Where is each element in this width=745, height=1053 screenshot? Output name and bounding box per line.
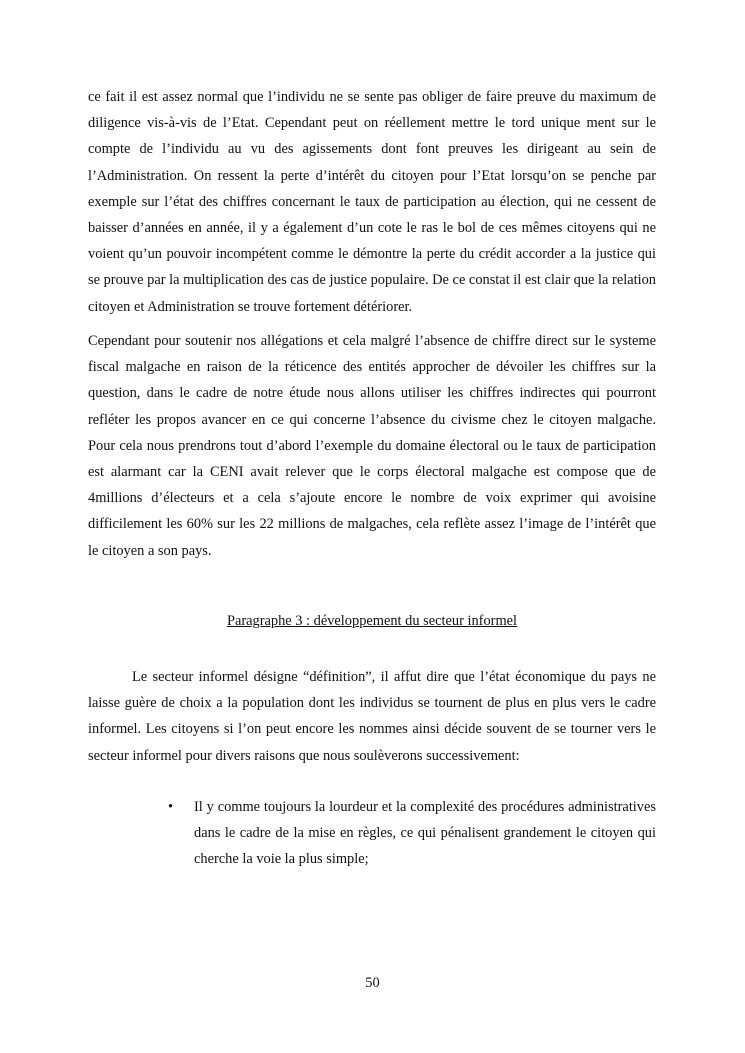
bullet-icon: • (168, 799, 174, 815)
section-heading: Paragraphe 3 : développement du secteur informel (226, 613, 518, 629)
body-paragraph-1: ce fait il est assez normal que l’individu ne se sente pas obliger de faire preuve du maximum de diligence vis-à-vis de l’Etat. Cependant peut on réellement mettre le tord unique ment sur le compte de l’individu au vu des agissements dont font preuves les dirigeant au sein de l’Administration. On ressent la perte d’intérêt du citoyen pour l’Etat lorsqu’on se penche par exemple sur l’état des chiffres concernant le taux de participation au élection, qui ne cessent de baisser d’années en année, il y a également d’un cote le ras le bol de ces mêmes citoyens qui ne voient qu’un pouvoir incompétent comme le démontre la perte du crédit accorder a la justice qui se prouve par la multiplication des cas de justice populaire. De ce constat il est clair que la relation citoyen et Administration se trouve fortement détériorer. (88, 89, 656, 315)
page-number: 50 (365, 975, 380, 991)
bullet-list-item (168, 794, 656, 873)
section-heading-container (88, 608, 656, 634)
bullet-text: Il y comme toujours la lourdeur et la complexité des procédures administratives dans le cadre de la mise en règles, ce qui pénalisent grandement le citoyen qui cherche la voie la plus simple; (194, 799, 656, 868)
body-paragraph-2: Cependant pour soutenir nos allégations et cela malgré l’absence de chiffre direct sur le systeme fiscal malgache en raison de la réticence des entités approcher de dévoiler les chiffres sur la question, dans le cadre de notre étude nous allons utiliser les chiffres indirectes qui pourront refléter les propos avancer en ce qui concerne l’absence du civisme chez le citoyen malgache. Pour cela nous prendrons tout d’abord l’exemple du domaine électoral ou le taux de participation est alarmant car la CENI avait relever que le corps électoral malgache est compose que de 4millions d’électeurs et a cela s’ajoute encore le nombre de voix exprimer qui avoisine difficilement les 60% sur les 22 millions de malgaches, cela reflète assez l’image de l’intérêt que le citoyen a son pays. (88, 333, 656, 559)
body-paragraph-3: Le secteur informel désigne “définition”, il affut dire que l’état économique du pays ne laisse guère de choix a la population dont les individus se tournent de plus en plus vers le cadre informel. Les citoyens si l’on peut encore les nommes ainsi décide souvent de se tourner vers le secteur informel pour divers raisons que nous soulèverons successivement: (88, 669, 656, 764)
